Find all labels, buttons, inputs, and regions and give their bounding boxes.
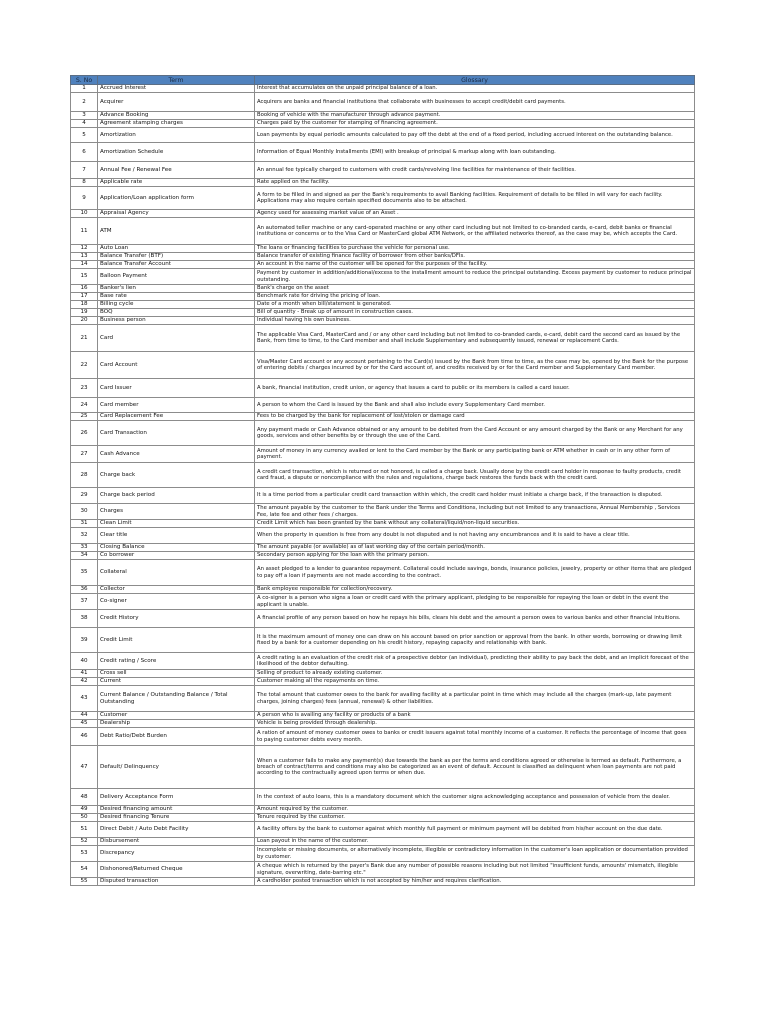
table-row [71,878,695,886]
glossary-cell: Fees to be charged by the bank for replacement of lost/stolen or damage card [255,413,695,421]
row-number: 42 [71,678,98,686]
table-row [71,379,695,398]
term-cell: Application/Loan application form [98,187,255,210]
term-cell: Customer [98,712,255,720]
table-row [71,187,695,210]
table-row [71,789,695,806]
term-cell: Credit History [98,610,255,628]
row-number: 8 [71,179,98,187]
table-row [71,814,695,822]
term-cell: Card Transaction [98,421,255,446]
row-number: 49 [71,806,98,814]
row-number: 18 [71,301,98,309]
term-cell: Dealership [98,720,255,728]
header-glossary: Glossary [255,76,695,85]
row-number: 5 [71,128,98,143]
row-number: 38 [71,610,98,628]
table-row [71,520,695,528]
glossary-cell: A credit card transaction, which is returned or not honored, is called a charge back. Usually done by the credit card holder in response to faulty products, credit card fraud, a dispute or noncompliance with the rules and regulations, charge back restores the funds back with the credit card. [255,463,695,488]
row-number: 30 [71,504,98,520]
term-cell: Co-signer [98,594,255,610]
term-cell: Balance Transfer (BTF) [98,253,255,261]
table-row [71,128,695,143]
glossary-cell: An annual fee typically charged to customers with credit cards/revolving line facilities for maintenance of their facilities. [255,162,695,179]
term-cell: Annual Fee / Renewal Fee [98,162,255,179]
glossary-cell: A financial profile of any person based on how he repays his bills, clears his debt and the amount a person owes to various banks and other financial intuitions. [255,610,695,628]
glossary-cell: A cardholder posted transaction which is not accepted by him/her and requires clarification. [255,878,695,886]
term-cell: Closing Balance [98,544,255,552]
glossary-cell: Selling of product to already existing customer. [255,670,695,678]
glossary-cell: Bank's charge on the asset [255,285,695,293]
table-row [71,488,695,504]
term-cell: Desired financing Tenure [98,814,255,822]
glossary-cell: Benchmark rate for driving the pricing of loan. [255,293,695,301]
header-term: Term [98,76,255,85]
glossary-cell: Any payment made or Cash Advance obtained or any amount to be debited from the Card Account or any amount charged by the Bank or any Merchant for any goods, services and other benefits by or through the use of the Card. [255,421,695,446]
table-row [71,325,695,352]
glossary-cell: A person to whom the Card is issued by the Bank and shall also include every Supplementary Card member. [255,398,695,413]
table-row [71,93,695,112]
table-row [71,544,695,552]
glossary-cell: Amount required by the customer. [255,806,695,814]
term-cell: Auto Loan [98,245,255,253]
table-row [71,269,695,285]
table-row [71,846,695,862]
glossary-cell: It is a time period from a particular credit card transaction within which, the credit card holder must initiate a charge back, if the transaction is disputed. [255,488,695,504]
term-cell: Card Account [98,352,255,379]
row-number: 53 [71,846,98,862]
table-row [71,862,695,878]
glossary-cell: Agency used for assessing market value of an Asset . [255,210,695,218]
row-number: 44 [71,712,98,720]
row-number: 50 [71,814,98,822]
table-row [71,446,695,463]
table-row [71,653,695,670]
glossary-cell: Visa/Master Card account or any account pertaining to the Card(s) issued by the Bank from time to time, as the case may be, opened by the Bank for the purpose of entering debits / charges incurred by or for the Card account of, and credits received by or for the Card member and Supplementary Card member. [255,352,695,379]
term-cell: Charge back [98,463,255,488]
header-sno: S. No [71,76,98,85]
glossary-cell: Amount of money in any currency availed or lent to the Card member by the Bank or any participating bank or ATM whether in cash or in any other form of payment. [255,446,695,463]
table-row [71,210,695,218]
table-row [71,586,695,594]
glossary-cell: Balance transfer of existing finance facility of borrower from other banks/DFIs. [255,253,695,261]
term-cell: Billing cycle [98,301,255,309]
term-cell: Applicable rate [98,179,255,187]
term-cell: Delivery Acceptance Form [98,789,255,806]
term-cell: Current Balance / Outstanding Balance / Total Outstanding [98,686,255,712]
glossary-cell: Credit Limit which has been granted by the bank without any collateral/liquid/non-liquid securities. [255,520,695,528]
glossary-cell: A credit rating is an evaluation of the credit risk of a prospective debtor (an individual), predicting their ability to pay back the debt, and an implicit forecast of the likelihood of the debtor defaulting. [255,653,695,670]
table-row [71,421,695,446]
row-number: 31 [71,520,98,528]
row-number: 35 [71,560,98,586]
term-cell: Clean Limit [98,520,255,528]
glossary-cell: The amount payable (or available) as of last working day of the certain period/month. [255,544,695,552]
table-row [71,85,695,93]
row-number: 16 [71,285,98,293]
table-row [71,610,695,628]
row-number: 11 [71,218,98,245]
table-row [71,301,695,309]
row-number: 4 [71,120,98,128]
table-row [71,806,695,814]
glossary-cell: A cheque which is returned by the payer's Bank due any number of possible reasons including but not limited "insufficient funds, amounts' mismatch, illegible signature, overwriting, date-barring etc." [255,862,695,878]
table-row [71,594,695,610]
table-row [71,218,695,245]
term-cell: Disputed transaction [98,878,255,886]
term-cell: Business person [98,317,255,325]
row-number: 26 [71,421,98,446]
glossary-cell: An asset pledged to a lender to guarantee repayment. Collateral could include savings, bonds, insurance policies, jewelry, property or other items that are pledged to pay off a loan if payments are not made according to the contract. [255,560,695,586]
glossary-cell: Incomplete or missing documents, or alternatively incomplete, illegible or contradictory information in the customer's loan application or documentation provided by customer. [255,846,695,862]
term-cell: Collateral [98,560,255,586]
glossary-cell: Date of a month when bill/statement is generated. [255,301,695,309]
table-row [71,245,695,253]
term-cell: Cash Advance [98,446,255,463]
table-row [71,261,695,269]
row-number: 45 [71,720,98,728]
glossary-cell: Vehicle is being provided through dealership. [255,720,695,728]
term-cell: Disbursement [98,838,255,846]
row-number: 19 [71,309,98,317]
glossary-cell: Secondary person applying for the loan with the primary person. [255,552,695,560]
term-cell: Advance Booking [98,112,255,120]
table-row [71,678,695,686]
term-cell: Agreement stamping charges [98,120,255,128]
row-number: 32 [71,528,98,544]
term-cell: Direct Debit / Auto Debt Facility [98,822,255,838]
glossary-cell: Interest that accumulates on the unpaid principal balance of a loan. [255,85,695,93]
glossary-cell: A bank, financial institution, credit union, or agency that issues a card to public or its members is called a card issuer. [255,379,695,398]
term-cell: Co borrower [98,552,255,560]
term-cell: Desired financing amount [98,806,255,814]
row-number: 10 [71,210,98,218]
term-cell: Balance Transfer Account [98,261,255,269]
row-number: 36 [71,586,98,594]
term-cell: Card Issuer [98,379,255,398]
row-number: 33 [71,544,98,552]
row-number: 20 [71,317,98,325]
glossary-cell: Charges paid by the customer for stamping of financing agreement. [255,120,695,128]
row-number: 15 [71,269,98,285]
row-number: 52 [71,838,98,846]
glossary-cell: Booking of vehicle with the manufacturer through advance payment. [255,112,695,120]
table-row [71,560,695,586]
table-row [71,838,695,846]
glossary-cell: Information of Equal Monthly Installments (EMI) with breakup of principal & markup along with loan outstanding. [255,143,695,162]
glossary-table [70,75,695,886]
row-number: 2 [71,93,98,112]
header-row [71,76,695,85]
glossary-cell: Individual having his own business. [255,317,695,325]
table-row [71,670,695,678]
term-cell: Balloon Payment [98,269,255,285]
term-cell: BOQ [98,309,255,317]
glossary-cell: A form to be filled in and signed as per the Bank's requirements to avail Banking facilities. Requirement of details to be filled in will vary for each facility. Applications may also require certain specified documents also to be attached. [255,187,695,210]
table-row [71,822,695,838]
row-number: 41 [71,670,98,678]
term-cell: Amortization [98,128,255,143]
row-number: 25 [71,413,98,421]
row-number: 14 [71,261,98,269]
term-cell: Acquirer [98,93,255,112]
table-row [71,728,695,746]
row-number: 54 [71,862,98,878]
table-row [71,413,695,421]
glossary-cell: An automated teller machine or any card-operated machine or any other card including but not limited to co-branded cards, e-card, debit banks or financial institutions or concerns or to the Visa Card or MasterCard global ATM Network, or the affiliated networks thereof, as the case may be, which accepts the Card. [255,218,695,245]
table-row [71,712,695,720]
row-number: 6 [71,143,98,162]
glossary-cell: Payment by customer in addition/additional/excess to the installment amount to reduce the principal outstanding. Excess payment by customer to reduce principal outstanding. [255,269,695,285]
glossary-cell: The loans or financing facilities to purchase the vehicle for personal use. [255,245,695,253]
glossary-cell: Customer making all the repayments on time. [255,678,695,686]
row-number: 29 [71,488,98,504]
row-number: 23 [71,379,98,398]
glossary-cell: When a customer fails to make any payment(s) due towards the bank as per the terms and conditions agreed or otherwise is termed as default. Furthermore, a breach of contract/terms and conditions may also be categorized as an event of default. Account is classified as delinquent when loan payments are not paid according to the contractually agreed upon terms or when due. [255,746,695,789]
term-cell: Credit Limit [98,628,255,653]
row-number: 9 [71,187,98,210]
term-cell: Amortization Schedule [98,143,255,162]
table-row [71,112,695,120]
glossary-cell: The applicable Visa Card, MasterCard and / or any other card including but not limited to co-branded cards, e-card, debit card the second card as issued by the Bank, from time to time, to the Card member and shall include Supplementary and subsequently issued, renewal or replacement Cards. [255,325,695,352]
row-number: 34 [71,552,98,560]
row-number: 7 [71,162,98,179]
glossary-cell: A person who is availing any facility or products of a bank [255,712,695,720]
glossary-cell: Bill of quantity - Break up of amount in construction cases. [255,309,695,317]
glossary-cell: The total amount that customer owes to the bank for availing facility at a particular point in time which may include all the charges (mark-up, late payment charges, joining charges) fees (annual, renewal) & other liabilities. [255,686,695,712]
row-number: 39 [71,628,98,653]
term-cell: ATM [98,218,255,245]
row-number: 40 [71,653,98,670]
glossary-cell: The amount payable by the customer to the Bank under the Terms and Conditions, including but not limited to any transactions, Annual Membership , Services Fee, late fee and other fees / charges. [255,504,695,520]
table-row [71,504,695,520]
term-cell: Charges [98,504,255,520]
glossary-cell: A facility offers by the bank to customer against which monthly full payment or minimum payment will be debited from his/her account on the due date. [255,822,695,838]
glossary-cell: Loan payout in the name of the customer. [255,838,695,846]
table-row [71,120,695,128]
glossary-cell: It is the maximum amount of money one can draw on his account based on prior sanction or approval from the bank. In other words, borrowing or drawing limit fixed by a bank for a customer depending on his credit history, repaying capacity and relationship with bank. [255,628,695,653]
table-row [71,686,695,712]
table-row [71,552,695,560]
term-cell: Base rate [98,293,255,301]
term-cell: Cross sell [98,670,255,678]
row-number: 48 [71,789,98,806]
row-number: 1 [71,85,98,93]
term-cell: Default/ Delinquency [98,746,255,789]
row-number: 28 [71,463,98,488]
glossary-cell: When the property in question is free from any doubt is not disputed and is not having any encumbrances and it is said to have a clear title. [255,528,695,544]
term-cell: Debt Ratio/Debt Burden [98,728,255,746]
table-row [71,143,695,162]
table-row [71,162,695,179]
term-cell: Discrepancy [98,846,255,862]
table-row [71,720,695,728]
glossary-cell: A ration of amount of money customer owes to banks or credit issuers against total monthly income of a customer. It reflects the percentage of income that goes to paying customer debts every month. [255,728,695,746]
row-number: 12 [71,245,98,253]
term-cell: Appraisal Agency [98,210,255,218]
row-number: 51 [71,822,98,838]
table-row [71,398,695,413]
row-number: 3 [71,112,98,120]
row-number: 47 [71,746,98,789]
term-cell: Accrued Interest [98,85,255,93]
table-row [71,352,695,379]
table-row [71,309,695,317]
table-row [71,628,695,653]
term-cell: Card [98,325,255,352]
glossary-cell: Loan payments by equal periodic amounts calculated to pay off the debt at the end of a fixed period, including accrued interest on the outstanding balance. [255,128,695,143]
glossary-cell: An account in the name of the customer will be opened for the purposes of the facility. [255,261,695,269]
term-cell: Current [98,678,255,686]
row-number: 27 [71,446,98,463]
table-row [71,528,695,544]
row-number: 46 [71,728,98,746]
table-row [71,293,695,301]
row-number: 37 [71,594,98,610]
term-cell: Banker's lien [98,285,255,293]
term-cell: Card Replacement Fee [98,413,255,421]
glossary-cell: A co-signer is a person who signs a loan or credit card with the primary applicant, pledging to be responsible for repaying the loan or debt in the event the applicant is unable. [255,594,695,610]
row-number: 43 [71,686,98,712]
table-row [71,179,695,187]
table-row [71,463,695,488]
glossary-cell: In the context of auto loans, this is a mandatory document which the customer signs acknowledging acceptance and possession of vehicle from the dealer. [255,789,695,806]
table-row [71,253,695,261]
row-number: 17 [71,293,98,301]
term-cell: Dishonored/Returned Cheque [98,862,255,878]
row-number: 13 [71,253,98,261]
term-cell: Card member [98,398,255,413]
table-row [71,746,695,789]
row-number: 24 [71,398,98,413]
term-cell: Collector [98,586,255,594]
table-row [71,285,695,293]
term-cell: Credit rating / Score [98,653,255,670]
row-number: 55 [71,878,98,886]
row-number: 22 [71,352,98,379]
term-cell: Charge back period [98,488,255,504]
term-cell: Clear title [98,528,255,544]
table-row [71,317,695,325]
glossary-cell: Bank employee responsible for collection/recovery. [255,586,695,594]
row-number: 21 [71,325,98,352]
glossary-cell: Acquirers are banks and financial institutions that collaborate with businesses to accept credit/debit card payments. [255,93,695,112]
glossary-cell: Rate applied on the facility. [255,179,695,187]
glossary-rows [71,85,695,886]
glossary-sheet [70,75,694,886]
glossary-cell: Tenure required by the customer. [255,814,695,822]
